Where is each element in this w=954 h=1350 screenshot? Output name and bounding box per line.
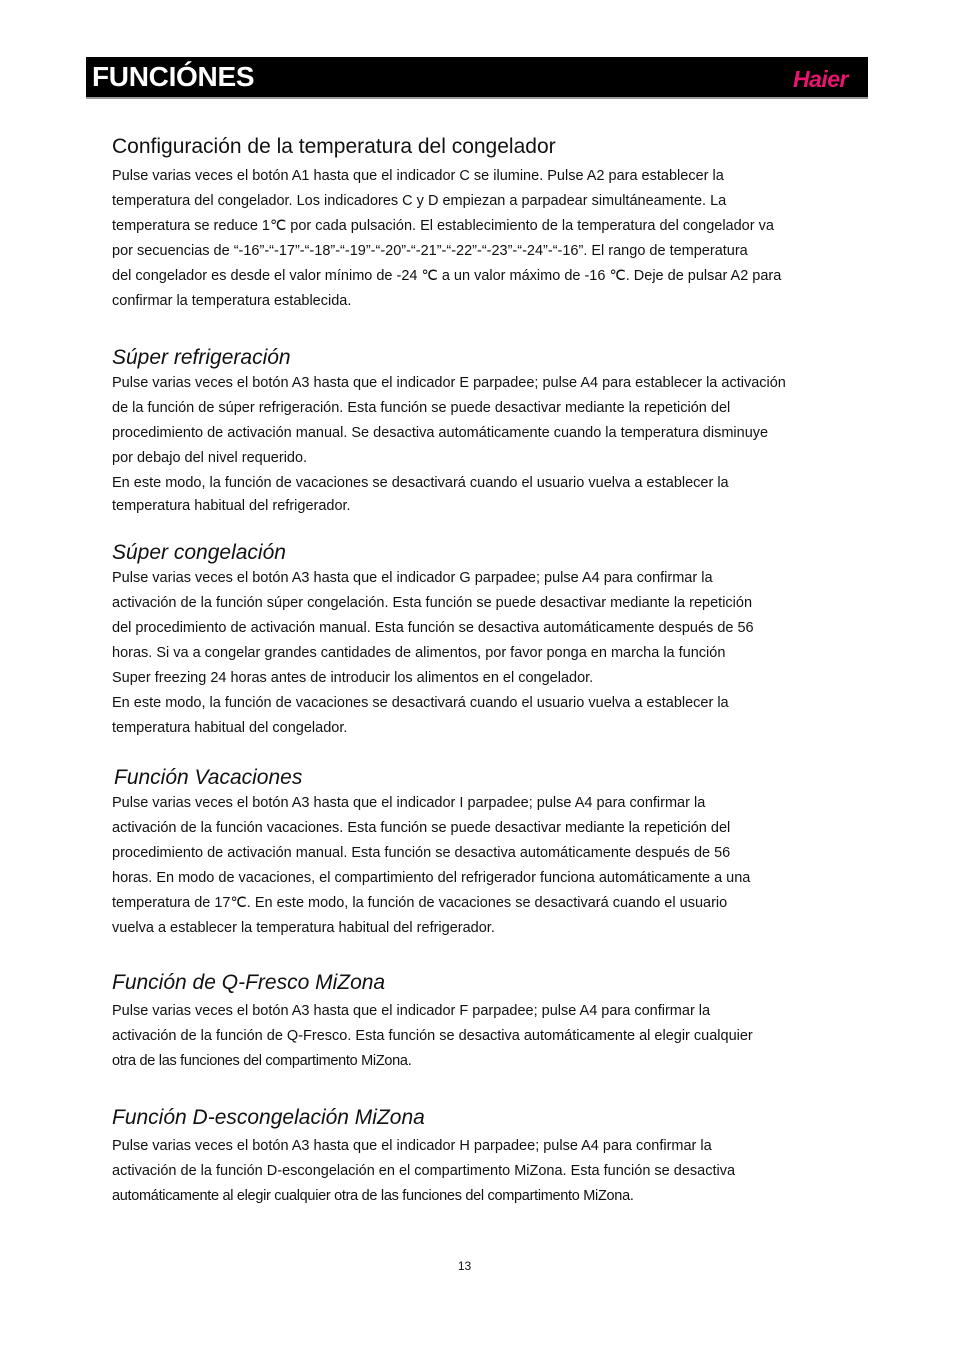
section-heading: Función de Q-Fresco MiZona	[112, 971, 386, 994]
section-heading: Súper refrigeración	[112, 346, 291, 369]
paragraph-line: En este modo, la función de vacaciones se desactivará cuando el usuario vuelva a establecer la	[112, 475, 729, 491]
paragraph-line: por secuencias de “-16”-“-17”-“-18”-“-19”-“-20”-“-21”-“-22”-“-23”-“-24”-“-16”. El rango de temperatura	[112, 243, 748, 259]
paragraph-line: Super freezing 24 horas antes de introducir los alimentos en el congelador.	[112, 670, 594, 686]
paragraph-line: activación de la función vacaciones. Esta función se puede desactivar mediante la repetición del	[112, 820, 731, 836]
paragraph-line: horas. Si va a congelar grandes cantidades de alimentos, por favor ponga en marcha la función	[112, 645, 726, 661]
paragraph-line: Pulse varias veces el botón A3 hasta que el indicador H parpadee; pulse A4 para confirmar la	[112, 1138, 712, 1154]
section-q-fresh-mizona	[112, 970, 872, 1074]
section-super-cooling	[112, 345, 872, 517]
section-defrost-mizona	[112, 1105, 872, 1209]
section-super-freezing	[112, 540, 872, 741]
paragraph-line: procedimiento de activación manual. Esta función se desactiva automáticamente después de 56	[112, 845, 731, 861]
paragraph-line: Pulse varias veces el botón A3 hasta que el indicador G parpadee; pulse A4 para confirmar la	[112, 570, 713, 586]
paragraph-line: de la función de súper refrigeración. Esta función se puede desactivar mediante la repetición del	[112, 400, 731, 416]
paragraph-line: temperatura del congelador. Los indicadores C y D empiezan a parpadear simultáneamente. La	[112, 193, 727, 209]
paragraph-line: automáticamente al elegir cualquier otra de las funciones del compartimento MiZona.	[112, 1188, 634, 1204]
paragraph-line: del congelador es desde el valor mínimo de -24 ℃ a un valor máximo de -16 ℃. Deje de pulsar A2 para	[112, 268, 782, 284]
paragraph-line: activación de la función de Q-Fresco. Esta función se desactiva automáticamente al elegir cualquier	[112, 1028, 753, 1044]
paragraph-line: Pulse varias veces el botón A3 hasta que el indicador I parpadee; pulse A4 para confirmar la	[112, 795, 706, 811]
paragraph-line: activación de la función D-escongelación en el compartimento MiZona. Esta función se desactiva	[112, 1163, 736, 1179]
paragraph-line: temperatura habitual del congelador.	[112, 720, 348, 736]
paragraph-line: activación de la función súper congelación. Esta función se puede desactivar mediante la repetición	[112, 595, 753, 611]
page-header-bar	[86, 57, 868, 99]
section-heading: Configuración de la temperatura del congelador	[112, 135, 556, 158]
paragraph-line: horas. En modo de vacaciones, el compartimiento del refrigerador funciona automáticamente a una	[112, 870, 751, 886]
paragraph-line: procedimiento de activación manual. Se desactiva automáticamente cuando la temperatura disminuye	[112, 425, 769, 441]
paragraph-line: En este modo, la función de vacaciones se desactivará cuando el usuario vuelva a establecer la	[112, 695, 729, 711]
paragraph-line: del procedimiento de activación manual. Esta función se desactiva automáticamente después de 56	[112, 620, 754, 636]
paragraph-line: vuelva a establecer la temperatura habitual del refrigerador.	[112, 920, 495, 936]
paragraph-line: otra de las funciones del compartimento MiZona.	[112, 1053, 412, 1069]
paragraph-line: Pulse varias veces el botón A1 hasta que el indicador C se ilumine. Pulse A2 para establecer la	[112, 168, 724, 184]
paragraph-line: Pulse varias veces el botón A3 hasta que el indicador E parpadee; pulse A4 para establecer la activación	[112, 375, 786, 391]
brand-logo: Haier	[792, 66, 848, 92]
paragraph-line: Pulse varias veces el botón A3 hasta que el indicador F parpadee; pulse A4 para confirmar la	[112, 1003, 711, 1019]
section-freezer-temperature	[112, 134, 872, 314]
section-heading: Súper congelación	[112, 541, 286, 564]
page-title: FUNCIÓNES	[92, 61, 255, 92]
section-holiday-function	[112, 765, 872, 941]
page-number: 13	[457, 1259, 472, 1273]
section-heading: Función Vacaciones	[114, 766, 303, 789]
paragraph-line: temperatura se reduce 1℃ por cada pulsación. El establecimiento de la temperatura del congelador va	[112, 218, 774, 234]
paragraph-line: por debajo del nivel requerido.	[112, 450, 308, 466]
paragraph-line: confirmar la temperatura establecida.	[112, 293, 352, 309]
section-heading: Función D-escongelación MiZona	[112, 1106, 425, 1129]
paragraph-line: temperatura habitual del refrigerador.	[112, 498, 351, 514]
paragraph-line: temperatura de 17℃. En este modo, la función de vacaciones se desactivará cuando el usuario	[112, 895, 728, 911]
